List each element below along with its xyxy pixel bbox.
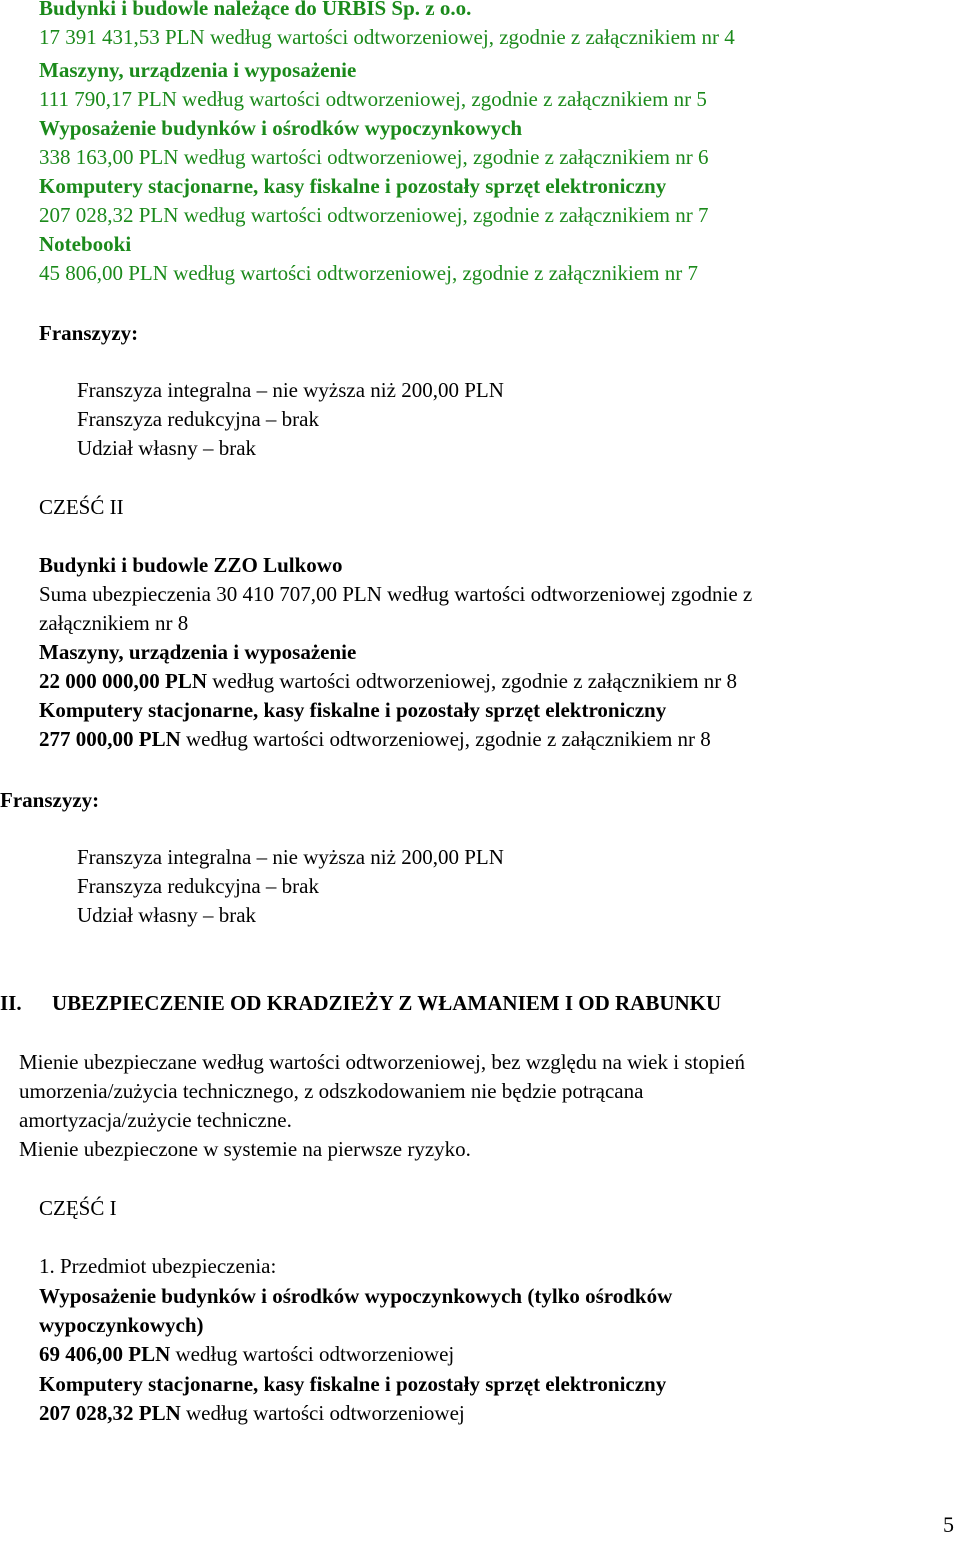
part-heading: CZEŚĆ II [39,495,124,519]
section-number: II. [0,991,22,1015]
computers-title: Komputery stacjonarne, kasy fiskalne i pozostały sprzęt elektroniczny [39,1372,667,1396]
part-heading: CZĘŚĆ I [39,1196,117,1220]
franchise-reduction: Franszyza redukcyjna – brak [77,407,319,431]
value-description: według wartości odtworzeniowej [180,1401,465,1425]
notebooks-value [39,259,698,288]
section-title: UBEZPIECZENIE OD KRADZIEŻY Z WŁAMANIEM I OD RABUNKU [52,991,722,1015]
amount: 207 028,32 PLN [39,203,179,227]
amount: 111 790,17 PLN [39,87,177,111]
computers-value [39,1399,465,1428]
computers-value [39,201,709,230]
amount: 277 000,00 PLN [39,727,181,751]
subject-heading: 1. Przedmiot ubezpieczenia: [39,1254,277,1278]
equipment-value [39,143,709,172]
amount: 17 391 431,53 PLN [39,25,205,49]
first-risk-note: Mienie ubezpieczone w systemie na pierwsze ryzyko. [19,1137,471,1161]
machines-value [39,667,737,696]
machines-value [39,85,707,114]
page-number: 5 [943,1512,954,1537]
urbis-heading: Budynki i budowle należące do URBIS Sp. z o.o. [39,0,472,20]
franchise-integral: Franszyza integralna – nie wyższa niż 200,00 PLN [77,845,504,869]
notebooks-title: Notebooki [39,232,132,256]
value-description: według wartości odtworzeniowej, zgodnie z załącznikiem nr 7 [178,203,709,227]
equipment-value [39,1340,454,1369]
own-share: Udział własny – brak [77,436,257,460]
sum-insured-line-cont: załącznikiem nr 8 [39,611,189,635]
value-description: według wartości odtworzeniowej [170,1342,455,1366]
value-description: według wartości odtworzeniowej, zgodnie z załącznikiem nr 6 [178,145,709,169]
value-description: według wartości odtworzeniowej, zgodnie z załącznikiem nr 7 [167,261,698,285]
franchises-label: Franszyzy: [0,788,100,812]
equipment-title: Wyposażenie budynków i ośrodków wypoczynkowych [39,116,523,140]
amount: 69 406,00 PLN [39,1342,171,1366]
value-description: według wartości odtworzeniowej, zgodnie z załącznikiem nr 5 [176,87,707,111]
equipment-title: Wyposażenie budynków i ośrodków wypoczynkowych (tylko ośrodków [39,1284,673,1308]
amount: 338 163,00 PLN [39,145,179,169]
amount: 22 000 000,00 PLN [39,669,207,693]
equipment-title-cont: wypoczynkowych) [39,1313,204,1337]
value-description: według wartości odtworzeniowej, zgodnie z załącznikiem nr 4 [204,25,735,49]
computers-title: Komputery stacjonarne, kasy fiskalne i pozostały sprzęt elektroniczny [39,698,667,722]
franchises-label: Franszyzy: [39,321,139,345]
section-paragraph-line: amortyzacja/zużycie techniczne. [19,1108,292,1132]
section-paragraph-line: Mienie ubezpieczane według wartości odtworzeniowej, bez względu na wiek i stopień [19,1050,745,1074]
value-description: według wartości odtworzeniowej, zgodnie z załącznikiem nr 8 [207,669,738,693]
computers-title: Komputery stacjonarne, kasy fiskalne i pozostały sprzęt elektroniczny [39,174,667,198]
franchise-reduction: Franszyza redukcyjna – brak [77,874,319,898]
computers-value [39,725,711,754]
urbis-buildings-value [39,23,735,52]
section-paragraph-line: umorzenia/zużycia technicznego, z odszkodowaniem nie będzie potrącana [19,1079,644,1103]
amount: 45 806,00 PLN [39,261,168,285]
sum-insured-line: Suma ubezpieczenia 30 410 707,00 PLN według wartości odtworzeniowej zgodnie z [39,582,753,606]
value-description: według wartości odtworzeniowej, zgodnie z załącznikiem nr 8 [180,727,711,751]
franchise-integral: Franszyza integralna – nie wyższa niż 200,00 PLN [77,378,504,402]
machines-title: Maszyny, urządzenia i wyposażenie [39,58,357,82]
own-share: Udział własny – brak [77,903,257,927]
lulkowo-buildings-title: Budynki i budowle ZZO Lulkowo [39,553,343,577]
amount: 207 028,32 PLN [39,1401,181,1425]
machines-title: Maszyny, urządzenia i wyposażenie [39,640,357,664]
